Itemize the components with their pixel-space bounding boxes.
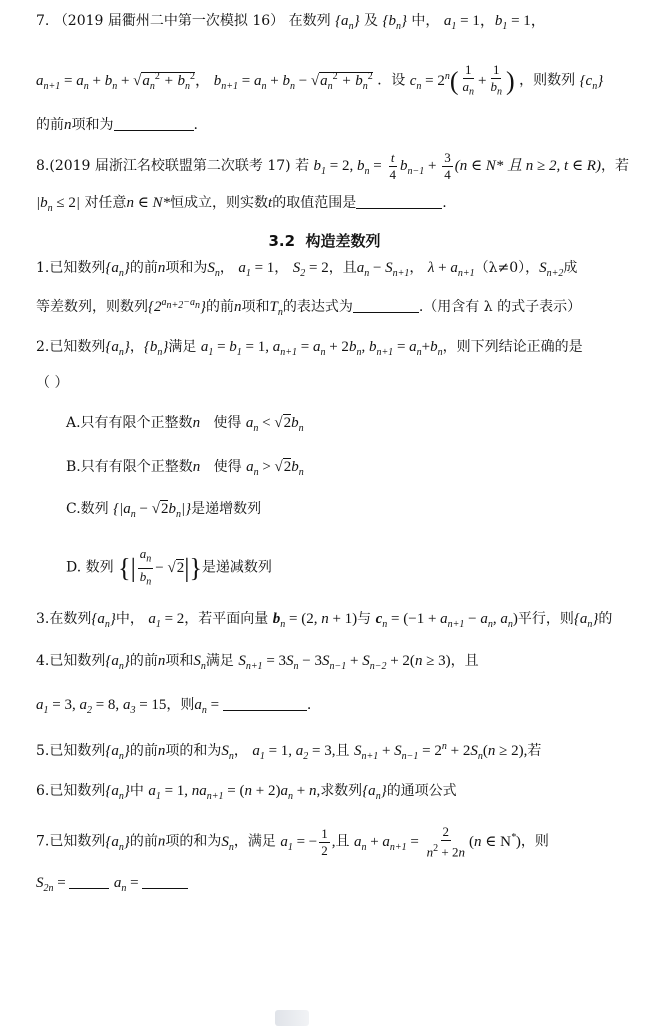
- formula: $b_1 = 2$, $b_n$ = $\frac{t}{4}$ $b_{n-1}$ + $\frac{3}{4}$: [313, 150, 451, 182]
- formula: $S_n$: [221, 743, 234, 762]
- p8-line1: 8.(2019 届浙江名校联盟第二次联考 17) 若 $b_1 = 2$, $b_n$ = $\frac{t}{4}$ $b_{n-1}$ + $\frac{3}{4}$ (n ∈ N* 且 n ≥ 2, t ∈ R)，若: [36, 150, 629, 182]
- p7-line3: 的前n项和为 .: [36, 117, 198, 133]
- formula: $a_1 = b_1 = 1$, $a_{n+1} = a_n + 2b_n$, $b_{n+1} = a_n+b_n$: [200, 339, 443, 358]
- formula: $a_1 = 2$: [148, 611, 185, 630]
- formula: $a_1 = 1$: [238, 260, 275, 279]
- formula: $\{a_n\}$: [573, 611, 599, 630]
- p8-source: (2019 届浙江名校联盟第二次联考 17): [49, 157, 291, 174]
- p7-label: 7.: [36, 13, 50, 29]
- answer-blank[interactable]: [69, 874, 109, 889]
- formula: $a_n < √2b_n$: [245, 415, 304, 434]
- formula: $\{a_n\}$: [335, 13, 360, 32]
- formula: $\{b_n\}$: [382, 13, 407, 32]
- formula: $a_1 = 1$，$b_1 = 1$，: [443, 13, 546, 32]
- formula: $a_n - S_{n+1}$: [356, 260, 410, 279]
- formula: $a_1 = 3$, $a_2 = 8$, $a_3 = 15$: [36, 697, 167, 716]
- q6-line: 6.已知数列$\{a_n\}$中 $a_1 = 1$, $na_{n+1} = (n + 2)a_n + n$,求数列$\{a_n\}$的通项公式: [36, 783, 457, 802]
- formula: $\{a_n\}$: [105, 339, 130, 358]
- formula: $\{2^{a_{n+2}-a_n}\}$: [148, 297, 206, 315]
- formula: $S_n$: [221, 833, 234, 853]
- formula: $c_n = 2^n$( $\frac{1}{a_n}$ + $\frac{1}{b_n}$ ): [409, 62, 515, 98]
- q5-line: 5.已知数列$\{a_n\}$的前n项的和为$S_n$， $a_1 = 1$, $a_2 = 3$,且 $S_{n+1} + S_{n-1} = 2^n + 2S_n(n \ge 2)$,若: [36, 741, 542, 762]
- q7-line1: 7.已知数列$\{a_n\}$的前n项的和为$S_n$，满足 $a_1$ = − $\frac{1}{2}$ ,且 $a_n + a_{n+1}$ = $\frac{2}{n^2 + 2n}$ (n ∈ N*)，则: [36, 824, 549, 860]
- p7-line1: 7. （2019 届衢州二中第一次模拟 16） 在数列 $\{a_n\}$ 及 $\{b_n\}$ 中， $a_1 = 1$，$b_1 = 1$，: [36, 13, 546, 32]
- q2-option-d[interactable]: D. 数列 {| $\frac{a_n}{b_n}$ − √2|}是递减数列: [66, 546, 272, 588]
- q2-option-a[interactable]: A.只有有限个正整数n 使得 $a_n < √2b_n$: [66, 415, 304, 434]
- formula: $\{a_n\}$: [105, 783, 130, 802]
- formula: $\{b_n\}$: [143, 339, 169, 358]
- q2-paren: （ ）: [36, 375, 69, 391]
- p7-source: （2019 届衢州二中第一次模拟 16）: [53, 13, 285, 29]
- answer-blank[interactable]: [353, 298, 419, 313]
- formula: $S_{n+1} = 3S_n - 3S_{n-1} + S_{n-2} + 2(n \ge 3)$: [238, 653, 451, 672]
- formula: $\{a_n\}$: [362, 783, 387, 802]
- formula: $c_n = (-1 + a_{n+1} - a_n$, $a_n$): [375, 611, 518, 630]
- formula: $a_n$ =: [113, 875, 143, 894]
- q3-line: 3.在数列$\{a_n\}$中， $a_1 = 2$，若平面向量 $b_n = (2$, n + 1)与 $c_n = (-1 + a_{n+1} - a_n$, $a_n$)平行，则$\{a_n\}$的: [36, 611, 613, 630]
- p7-line2: $a_{n+1} = a_n + b_n + √a_n^2 + b_n^2$， $b_{n+1} = a_n + b_n - √a_n^2 + b_n^2$ ．设 $c_n = 2^n$( $\frac{1}{a_n}$ + $\frac{1}{b_n}$ ) ，则数列 $\{c_n\}$: [36, 62, 604, 98]
- formula: $a_1 = 1$, $a_2 = 3$,: [252, 743, 336, 762]
- formula: $S_n$: [193, 653, 206, 672]
- page-watermark-icon: [275, 1010, 309, 1026]
- formula: $\{|a_n - √2b_n|\}$: [113, 501, 192, 520]
- section-title: 3.2 构造差数列: [268, 232, 381, 250]
- formula: $\{a_n\}$: [105, 743, 130, 762]
- formula: $S_n$: [207, 260, 220, 279]
- q1-line2: 等差数列，则数列$\{2^{a_{n+2}-a_n}\}$的前n项和$T_n$的表达式为 .（用含有 λ 的式子表示）: [36, 297, 582, 318]
- formula: {| $\frac{a_n}{b_n}$ − √2|}: [118, 546, 202, 588]
- q2-option-b[interactable]: B.只有有限个正整数n 使得 $a_n > √2b_n$: [66, 459, 304, 478]
- formula: $\{a_n\}$: [105, 260, 130, 279]
- formula: $a_n > √2b_n$: [246, 459, 304, 478]
- formula: $a_1 = 1$, $na_{n+1} = (n + 2)a_n + n$,: [148, 783, 321, 802]
- q2-line1: 2.已知数列$\{a_n\}$，$\{b_n\}$满足 $a_1 = b_1 = 1$, $a_{n+1} = a_n + 2b_n$, $b_{n+1} = a_n+b_n$，则下列结论正确的是: [36, 339, 583, 358]
- formula: $a_n + a_{n+1}$ = $\frac{2}{n^2 + 2n}$ (n ∈ N*): [353, 824, 521, 860]
- formula: $a_{n+1} = a_n + b_n + √a_n^2 + b_n^2$， $b_{n+1} = a_n + b_n - √a_n^2 + b_n^2$: [36, 70, 373, 92]
- formula: $\{a_n\}$: [105, 653, 130, 672]
- formula: $\{a_n\}$: [105, 833, 130, 853]
- formula: $S_{n+2}$: [539, 260, 564, 279]
- formula: $\{a_n\}$: [91, 611, 116, 630]
- p8-label: 8.: [36, 157, 50, 174]
- answer-blank[interactable]: [356, 194, 442, 209]
- answer-blank[interactable]: [114, 116, 194, 131]
- formula: $|b_n \le 2|$: [36, 195, 80, 214]
- answer-blank[interactable]: [142, 874, 188, 889]
- formula: $S_{2n}$ =: [36, 875, 70, 894]
- q1-line1: 1.已知数列$\{a_n\}$的前n项和为$S_n$， $a_1 = 1$， $S_2 = 2$，且$a_n - S_{n+1}$， $\lambda + a_{n+1}(\lambda\ne 0)$，$S_{n+2}$成: [36, 260, 578, 279]
- q2-option-c[interactable]: C.数列 $\{|a_n - √2b_n|\}$是递增数列: [66, 501, 262, 520]
- formula: $S_{n+1} + S_{n-1} = 2^n + 2S_n(n \ge 2)$,: [353, 741, 528, 762]
- formula: $S_2 = 2$: [292, 260, 329, 279]
- q4-line1: 4.已知数列$\{a_n\}$的前n项和$S_n$满足 $S_{n+1} = 3S_n - 3S_{n-1} + S_{n-2} + 2(n \ge 3)$，且: [36, 653, 479, 672]
- q7-line2: [36, 872, 188, 900]
- answer-blank[interactable]: [223, 696, 307, 711]
- formula: $T_n$: [269, 299, 283, 318]
- formula: $b_n = (2$, n + 1): [272, 611, 358, 630]
- p8-line2: $|b_n \le 2|$ 对任意n ∈ N*恒成立，则实数t的取值范围是 .: [36, 195, 447, 214]
- q4-line2: $a_1 = 3$, $a_2 = 8$, $a_3 = 15$，则$a_n$ = .: [36, 697, 312, 716]
- formula: $\{c_n\}$: [579, 72, 604, 92]
- formula: $\lambda + a_{n+1}$: [427, 260, 475, 279]
- formula: $a_1$ = − $\frac{1}{2}$ ,: [280, 825, 336, 858]
